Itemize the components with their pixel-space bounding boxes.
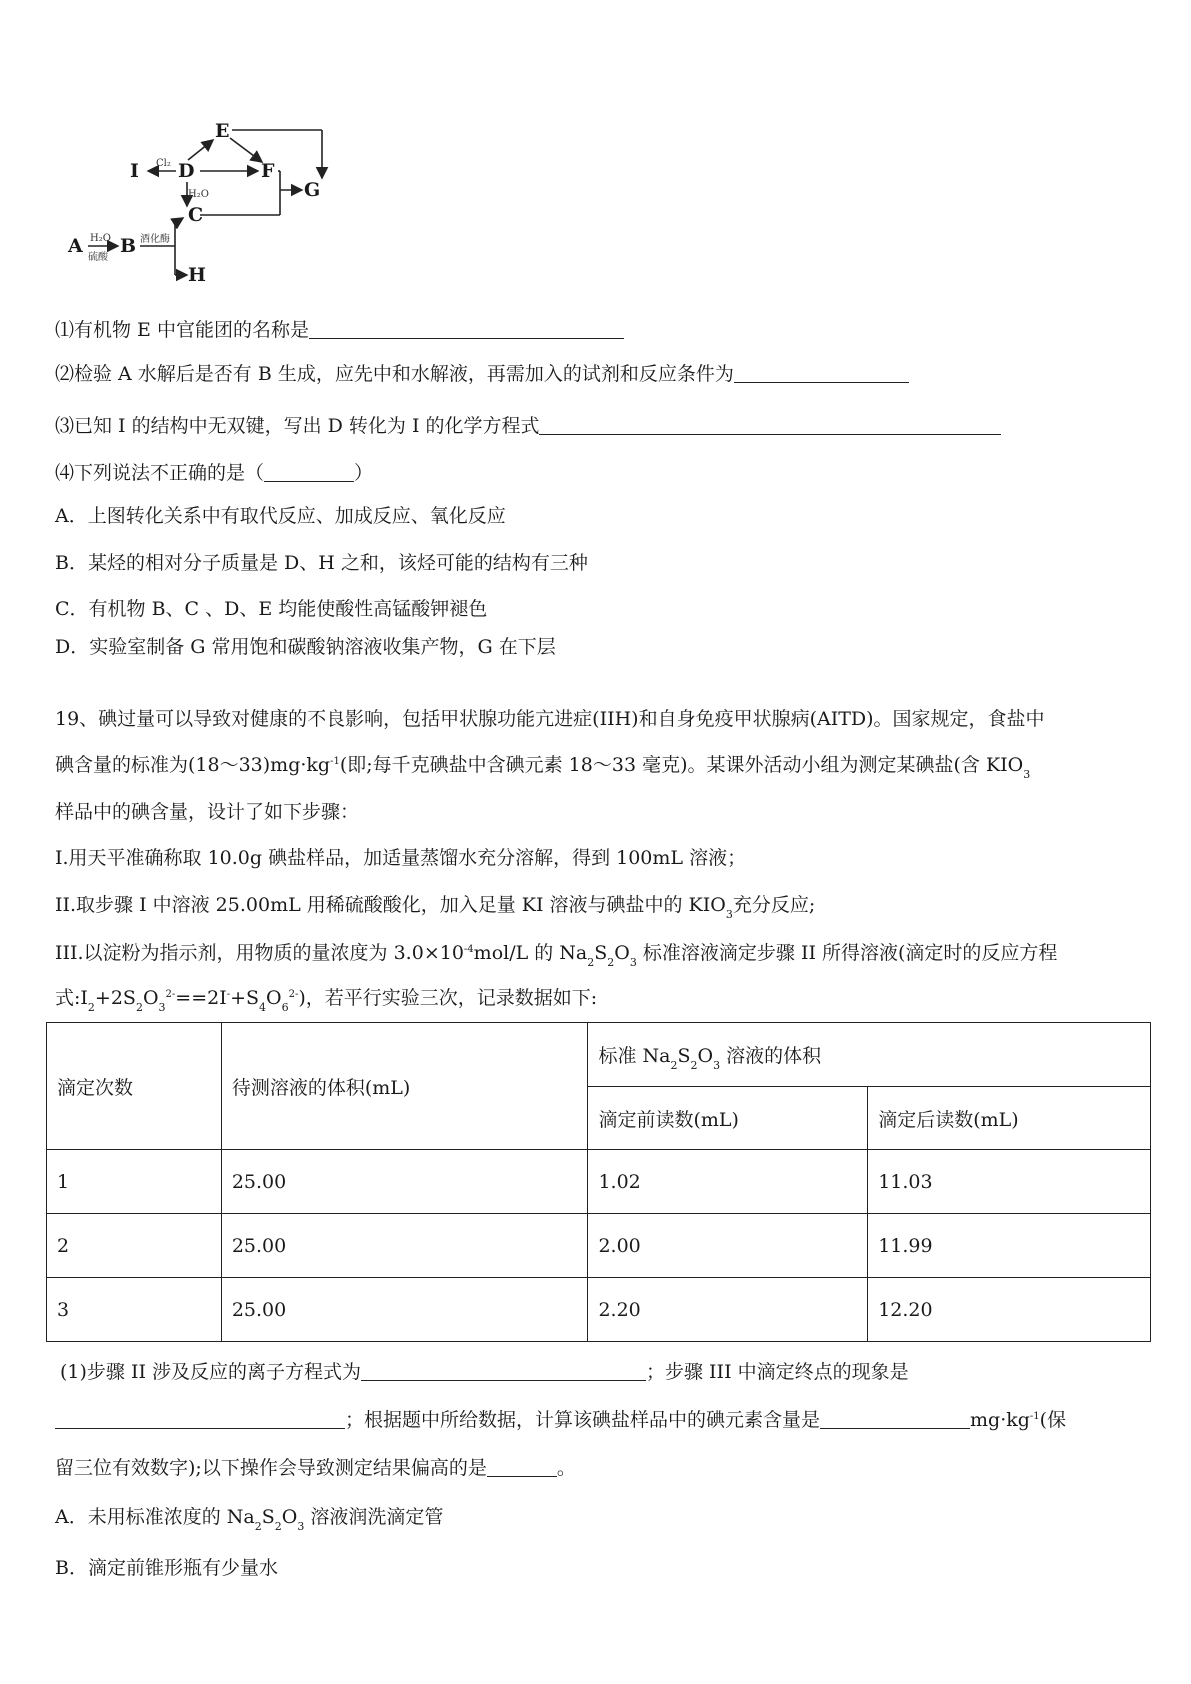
answer-blank-endpoint[interactable] bbox=[55, 1408, 345, 1429]
q19-step1: Ⅰ.用天平准确称取 10.0g 碘盐样品，加适量蒸馏水充分溶解，得到 100mL 溶液； bbox=[55, 847, 747, 869]
titration-table bbox=[46, 1022, 1151, 1342]
header-times: 滴定次数 bbox=[47, 1023, 222, 1150]
node-c: C bbox=[188, 204, 204, 226]
table-row bbox=[47, 1150, 1151, 1214]
cell-after: 11.03 bbox=[868, 1150, 1151, 1214]
q19-line2: 碘含量的标准为$(18\sim 33)mg\cdot kg^{-1}$(即;每千克碘盐中含碘元素 18～33 毫克)。某课外活动小组为测定某碘盐(含 $KIO_3$ bbox=[55, 754, 1031, 781]
q19-option-b: B．滴定前锥形瓶有少量水 bbox=[55, 1557, 278, 1579]
node-i: I bbox=[130, 160, 139, 182]
label-b-c: 酒化酶 bbox=[140, 234, 170, 245]
q19-sub1-line2: ；根据题中所给数据，计算该碘盐样品中的碘元素含量是 $mg\cdot kg^{-1}$(保 bbox=[55, 1407, 1066, 1437]
answer-blank-equation[interactable] bbox=[539, 414, 1001, 435]
cell-times: 2 bbox=[47, 1214, 222, 1278]
table-row bbox=[47, 1214, 1151, 1278]
answer-blank-ion-equation[interactable] bbox=[361, 1360, 646, 1381]
reaction-scheme-diagram bbox=[60, 120, 460, 290]
cell-volume: 25.00 bbox=[221, 1150, 588, 1214]
header-after: 滴定后读数(mL) bbox=[868, 1087, 1151, 1150]
node-d: D bbox=[178, 160, 195, 182]
node-a: A bbox=[68, 235, 83, 257]
header-volume: 待测溶液的体积(mL) bbox=[221, 1023, 588, 1150]
cell-after: 11.99 bbox=[868, 1214, 1151, 1278]
q19-line3: 样品中的碘含量，设计了如下步骤： bbox=[55, 801, 360, 823]
q18-option-c: C．有机物 B、C 、D、E 均能使酸性高锰酸钾褪色 bbox=[55, 598, 488, 620]
cell-before: 2.00 bbox=[588, 1214, 868, 1278]
table-row bbox=[47, 1278, 1151, 1342]
q19-equation: 式$:I_2+2S_2O_3^{2-}==2I^-+S_4O_6^{2-}$)，若平行实验三次，记录数据如下: bbox=[55, 987, 598, 1014]
cell-volume: 25.00 bbox=[221, 1278, 588, 1342]
q19-step3: III.以淀粉为指示剂，用物质的量浓度为 $3.0\times 10^{-4}mol/L$ 的 $Na_2S_2O_3$ 标准溶液滴定步骤 II 所得溶液(滴定时的反应方程 bbox=[55, 942, 1058, 969]
header-before: 滴定前读数(mL) bbox=[588, 1087, 868, 1150]
answer-blank-reagent[interactable] bbox=[734, 362, 909, 383]
q19-step2: II.取步骤 I 中溶液 25.00mL 用稀硫酸酸化，加入足量 KI 溶液与碘盐中的 $KIO_3$充分反应; bbox=[55, 894, 816, 921]
cell-before: 2.20 bbox=[588, 1278, 868, 1342]
answer-blank-high-result[interactable] bbox=[487, 1456, 557, 1477]
node-f: F bbox=[261, 160, 275, 182]
cell-volume: 25.00 bbox=[221, 1214, 588, 1278]
answer-blank-e-group[interactable] bbox=[309, 318, 624, 339]
q18-part4: ⑷下列说法不正确的是（ ） bbox=[55, 462, 374, 484]
node-b: B bbox=[120, 235, 137, 257]
answer-blank-choice[interactable] bbox=[264, 461, 354, 482]
q18-part3: ⑶已知 I 的结构中无双键，写出 D 转化为 I 的化学方程式 bbox=[55, 413, 1001, 439]
node-h: H bbox=[188, 264, 206, 286]
cell-times: 3 bbox=[47, 1278, 222, 1342]
cell-times: 1 bbox=[47, 1150, 222, 1214]
label-d-c: H₂O bbox=[188, 189, 209, 200]
q19-sub1-line3: 留三位有效数字);以下操作会导致测定结果偏高的是 。 bbox=[55, 1457, 576, 1479]
node-g: G bbox=[304, 179, 321, 201]
q19-option-a: A．未用标准浓度的 $Na_2S_2O_3$ 溶液润洗滴定管 bbox=[55, 1506, 444, 1533]
cell-after: 12.20 bbox=[868, 1278, 1151, 1342]
answer-blank-iodine-content[interactable] bbox=[820, 1408, 970, 1429]
label-d-i: Cl₂ bbox=[156, 158, 171, 169]
q18-option-d: D．实验室制备 G 常用饱和碳酸钠溶液收集产物，G 在下层 bbox=[55, 636, 556, 658]
q19-line1: 19、碘过量可以导致对健康的不良影响，包括甲状腺功能亢进症(IIH)和自身免疫甲状腺病(AITD)。国家规定，食盐中 bbox=[55, 708, 1045, 730]
q19-sub1-line1: (1)步骤 II 涉及反应的离子方程式为 ；步骤 III 中滴定终点的现象是 bbox=[60, 1361, 909, 1383]
cell-before: 1.02 bbox=[588, 1150, 868, 1214]
q18-part1: ⑴有机物 E 中官能团的名称是 bbox=[55, 317, 624, 343]
header-standard-solution: 标准 $Na_2S_2O_3$ 溶液的体积 bbox=[588, 1023, 1151, 1087]
label-a-b-bottom: 硫酸 bbox=[88, 252, 108, 263]
label-a-b-top: H₂O bbox=[90, 233, 111, 244]
q18-part2: ⑵检验 A 水解后是否有 B 生成，应先中和水解液，再需加入的试剂和反应条件为 bbox=[55, 361, 909, 387]
q18-option-a: A．上图转化关系中有取代反应、加成反应、氧化反应 bbox=[55, 505, 506, 527]
q18-option-b: B．某烃的相对分子质量是 D、H 之和，该烃可能的结构有三种 bbox=[55, 552, 588, 574]
node-e: E bbox=[215, 120, 230, 142]
